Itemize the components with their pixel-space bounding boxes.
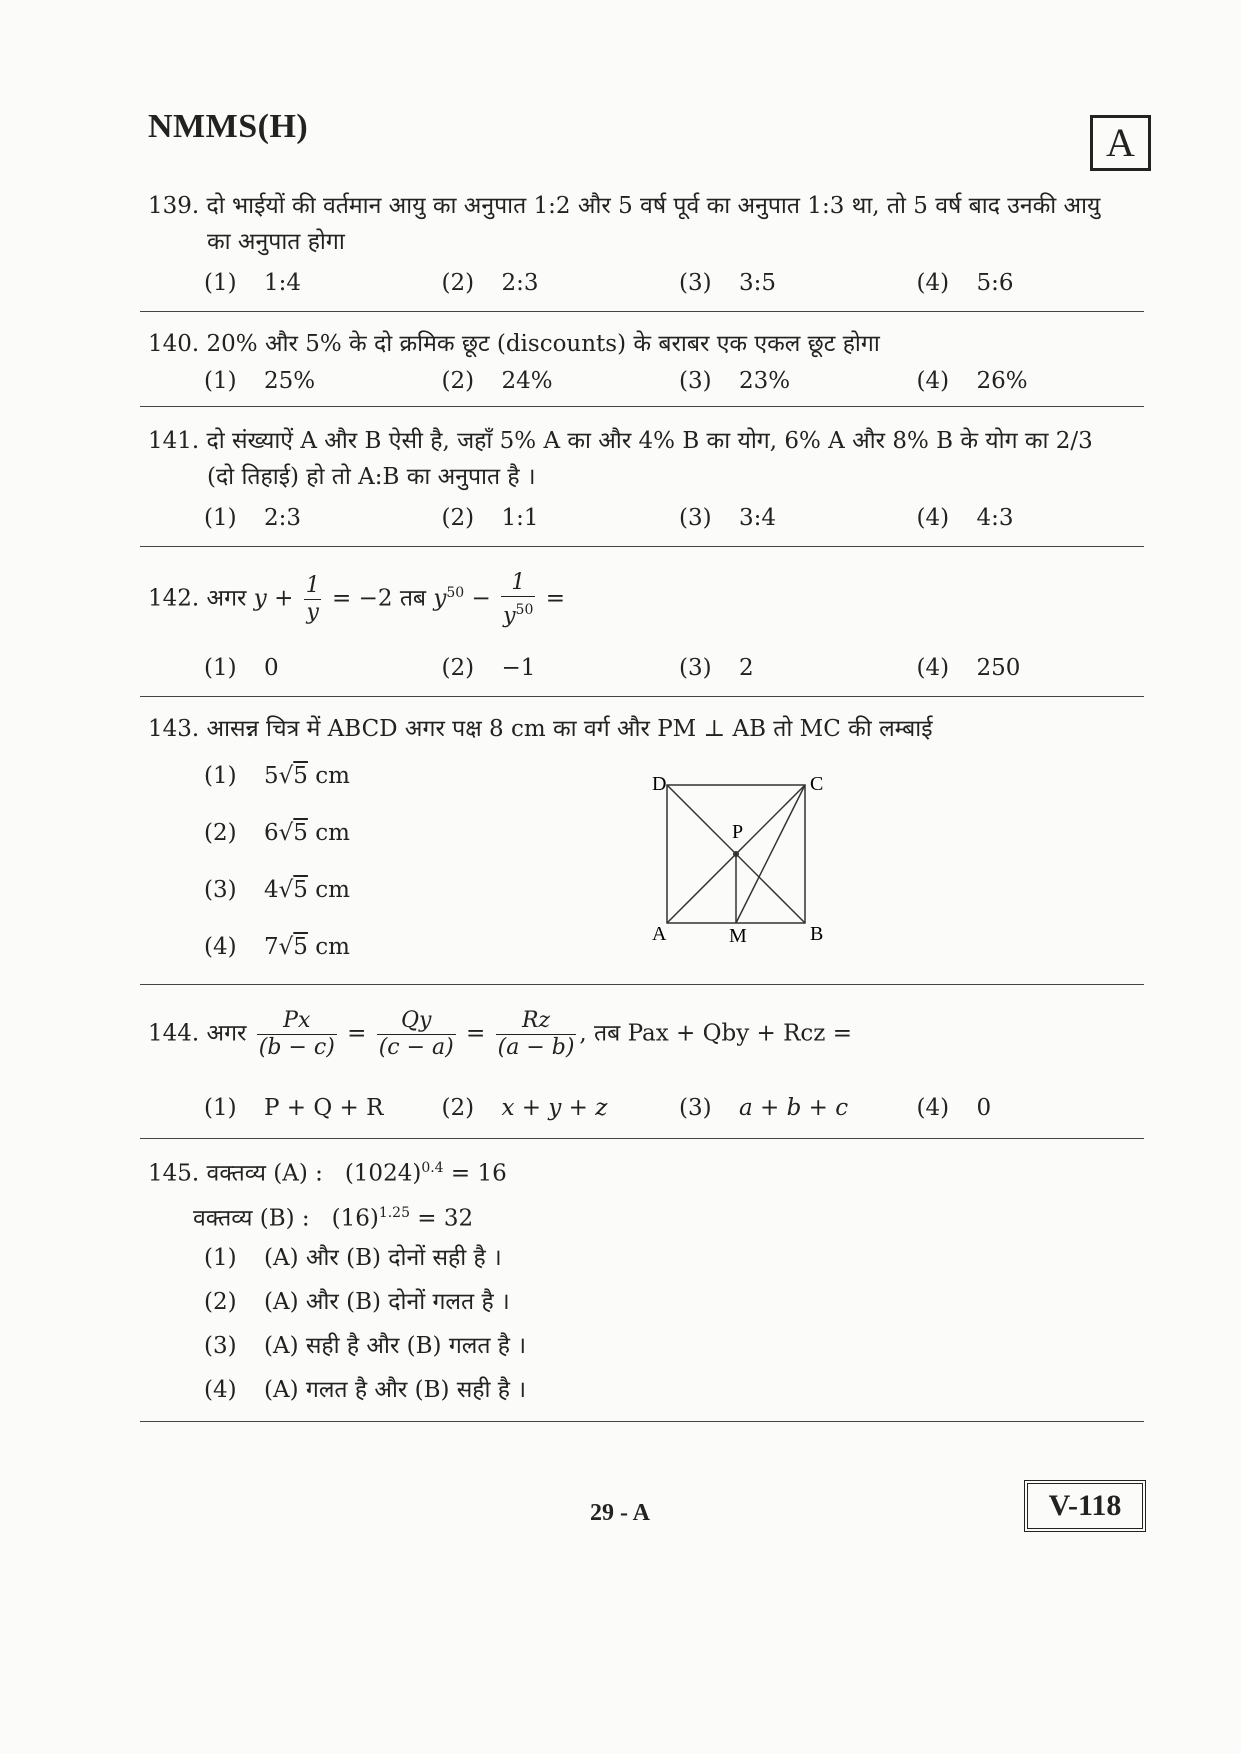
segment-mc <box>736 785 805 923</box>
option[interactable]: (4) 7√5 cm <box>204 934 350 960</box>
option[interactable]: (1) 5√5 cm <box>204 763 350 789</box>
question-number: 144. <box>148 1020 200 1047</box>
statement-b-label: वक्तव्य (B) : <box>193 1205 310 1232</box>
question-142: 142. अगर y + $\frac{1}{y}$ = −2 तब $y^{50}$ − $\frac{1}{y^{50}}$ = <box>148 570 565 629</box>
question-number: 140. <box>148 331 200 357</box>
fraction-px: $\frac{Px}{(b - c)}$ <box>258 1008 335 1060</box>
option[interactable]: (3) (A) सही है और (B) गलत है । <box>204 1333 527 1359</box>
question-143 <box>148 711 933 747</box>
point-p <box>733 851 739 857</box>
question-139 <box>148 188 1148 260</box>
divider <box>140 696 1144 697</box>
option[interactable]: (1) 25% <box>204 368 316 394</box>
option[interactable]: (2) x + y + z <box>441 1095 608 1121</box>
question-number: 139. <box>148 193 200 219</box>
divider <box>140 406 1144 407</box>
option[interactable]: (2) (A) और (B) दोनों गलत है । <box>204 1289 510 1315</box>
label-a: A <box>652 923 667 945</box>
options-142 <box>204 655 1154 681</box>
question-144: 144. अगर $\frac{Px}{(b - c)}$ = $\frac{Qy}{(c - a)}$ = $\frac{Rz}{(a - b)}$ , तब Pax + Qby + Rcz = <box>148 1008 852 1060</box>
label-b: B <box>810 923 824 945</box>
square-figure <box>640 770 840 950</box>
statement-b: वक्तव्य (B) : $(16)^{1.25} = 32$ <box>193 1205 474 1232</box>
option[interactable]: (3) 3:5 <box>679 270 777 296</box>
fraction-rz: $\frac{Rz}{(a - b)}$ <box>497 1008 575 1060</box>
options-143 <box>204 758 350 986</box>
options-145 <box>204 1240 526 1416</box>
set-code-box: A <box>1090 115 1151 171</box>
question-141 <box>148 423 1148 495</box>
statement-a-label: वक्तव्य (A) : <box>206 1160 323 1187</box>
label-c: C <box>810 773 824 795</box>
divider <box>140 1138 1144 1139</box>
option[interactable]: (1) 2:3 <box>204 505 302 531</box>
fraction-1-over-y50: $\frac{1}{y^{50}}$ <box>503 570 534 629</box>
option[interactable]: (4) 26% <box>916 368 1028 394</box>
question-number: 141. <box>148 428 200 454</box>
divider <box>140 546 1144 547</box>
option[interactable]: (4) 5:6 <box>916 270 1014 296</box>
option[interactable]: (2) −1 <box>441 655 536 681</box>
option[interactable]: (1) (A) और (B) दोनों सही है । <box>204 1245 502 1271</box>
option[interactable]: (4) 250 <box>916 655 1021 681</box>
divider <box>140 311 1144 312</box>
question-text-cont: (दो तिहाई) हो तो A:B का अनुपात है । <box>207 464 536 490</box>
option[interactable]: (2) 24% <box>441 368 553 394</box>
page-number: 29 - A <box>590 1500 650 1526</box>
option[interactable]: (3) 3:4 <box>679 505 777 531</box>
label-m: M <box>729 925 747 947</box>
question-text: दो भाईयों की वर्तमान आयु का अनुपात 1:2 और 5 वर्ष पूर्व का अनुपात 1:3 था, तो 5 वर्ष बाद उनकी आयु <box>206 193 1101 219</box>
option[interactable]: (2) 6√5 cm <box>204 820 350 846</box>
question-text: दो संख्याऐं A और B ऐसी है, जहाँ 5% A का और 4% B का योग, 6% A और 8% B के योग का 2/3 <box>206 428 1093 454</box>
options-139 <box>204 270 1154 296</box>
option[interactable]: (2) 2:3 <box>441 270 539 296</box>
question-145: 145. वक्तव्य (A) : $(1024)^{0.4} = 16$ <box>148 1160 507 1187</box>
divider <box>140 1421 1144 1422</box>
option[interactable]: (4) 4:3 <box>916 505 1014 531</box>
option[interactable]: (3) 4√5 cm <box>204 877 350 903</box>
options-141 <box>204 505 1154 531</box>
option[interactable]: (3) 2 <box>679 655 754 681</box>
option[interactable]: (4) (A) गलत है और (B) सही है । <box>204 1377 527 1403</box>
question-text: 20% और 5% के दो क्रमिक छूट (discounts) के बराबर एक एकल छूट होगा <box>206 331 880 357</box>
options-144 <box>204 1095 1154 1121</box>
option[interactable]: (1) 1:4 <box>204 270 302 296</box>
option[interactable]: (1) 0 <box>204 655 279 681</box>
fraction-1-over-y: $\frac{1}{y}$ <box>305 573 320 626</box>
question-number: 145. <box>148 1160 200 1187</box>
question-text: आसन्न चित्र में ABCD अगर पक्ष 8 cm का वर्ग और PM ⊥ AB तो MC की लम्बाई <box>206 716 933 742</box>
option[interactable]: (1) P + Q + R <box>204 1095 384 1121</box>
option[interactable]: (4) 0 <box>916 1095 992 1121</box>
option[interactable]: (3) a + b + c <box>679 1095 849 1121</box>
question-number: 143. <box>148 716 200 742</box>
option[interactable]: (2) 1:1 <box>441 505 539 531</box>
options-140 <box>204 368 1154 394</box>
label-d: D <box>652 773 667 795</box>
divider <box>140 984 1144 985</box>
fraction-qy: $\frac{Qy}{(c - a)}$ <box>378 1008 454 1060</box>
exam-title: NMMS(H) <box>148 108 309 145</box>
option[interactable]: (3) 23% <box>679 368 791 394</box>
booklet-code-box: V-118 <box>1024 1480 1146 1532</box>
question-text-cont: का अनुपात होगा <box>207 229 345 255</box>
question-140 <box>148 326 880 362</box>
label-p: P <box>732 821 744 843</box>
question-number: 142. <box>148 585 200 612</box>
